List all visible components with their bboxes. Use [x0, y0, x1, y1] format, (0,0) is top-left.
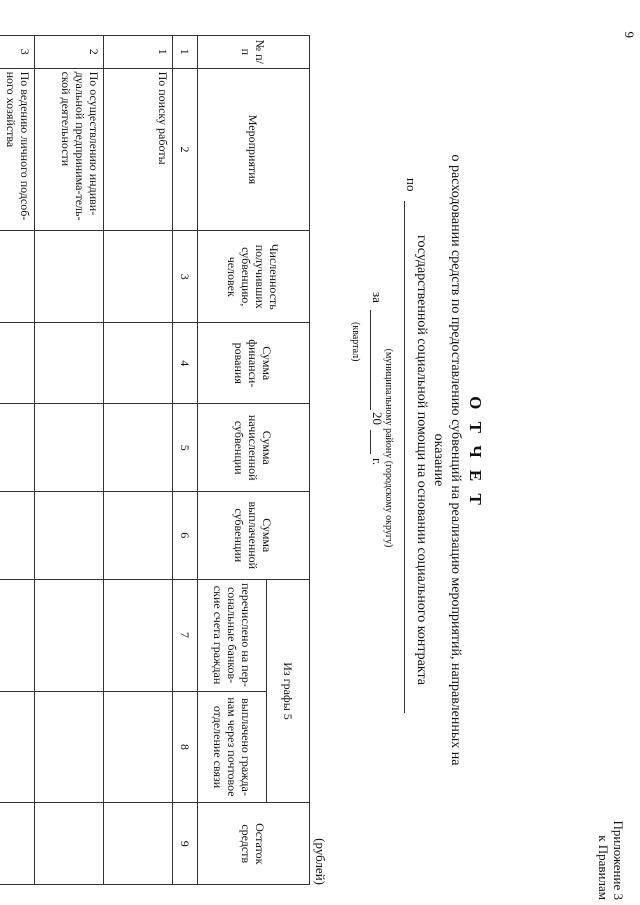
input-cell[interactable]	[104, 492, 173, 580]
input-cell[interactable]	[0, 323, 35, 404]
header-measure: Мероприятия	[198, 68, 310, 231]
municipality-blank-line[interactable]	[404, 201, 405, 713]
header-of-col5: Из графы 5	[267, 579, 310, 803]
column-number: 7	[173, 579, 198, 691]
input-cell[interactable]	[0, 803, 35, 885]
measure-cell: По осуществлению индиви-дуальной предпринима-тель-ской деятельности	[35, 68, 104, 231]
za-label: за	[370, 292, 385, 303]
input-cell[interactable]	[104, 803, 173, 885]
report-title: О Т Ч Е Т	[466, 396, 485, 509]
municipality-caption: (муниципальному району (городскому округу)	[383, 348, 394, 548]
page-number: 9	[622, 31, 637, 38]
input-cell[interactable]	[104, 404, 173, 492]
input-cell[interactable]	[35, 492, 104, 580]
header-accrued: Сумма начисленной субвенции	[198, 404, 310, 492]
input-cell[interactable]	[104, 691, 173, 803]
header-balance: Остаток средств	[198, 803, 310, 885]
input-cell[interactable]	[35, 691, 104, 803]
input-cell[interactable]	[35, 323, 104, 404]
input-cell[interactable]	[0, 404, 35, 492]
report-table	[0, 35, 310, 885]
year-suffix: г.	[370, 458, 385, 466]
quarter-caption: (квартал)	[350, 322, 361, 362]
input-cell[interactable]	[0, 231, 35, 323]
period-field	[345, 292, 385, 652]
quarter-blank-line[interactable]	[370, 310, 371, 410]
header-count: Численность получивших субвенцию, человек	[198, 231, 310, 323]
column-number: 5	[173, 404, 198, 492]
header-bank: перечислено на пер-сональные банков-ские счета граждан	[198, 579, 267, 691]
row-number: 3	[0, 36, 35, 69]
table-row	[35, 36, 104, 885]
header-paid: Сумма выплаченной субвенции	[198, 492, 310, 580]
input-cell[interactable]	[35, 579, 104, 691]
measure-cell: По ведению личного подсоб-ного хозяйства	[0, 68, 35, 231]
subtitle-line-1: о расходовании средств по предоставлению субвенций на реализацию мероприятий, направленных на оказание	[431, 154, 463, 766]
column-number: 2	[173, 68, 198, 231]
report-subtitle	[413, 140, 464, 780]
header-num: № п/п	[198, 36, 310, 69]
column-number-row	[173, 36, 198, 885]
column-number: 1	[173, 36, 198, 69]
input-cell[interactable]	[104, 579, 173, 691]
row-number: 2	[35, 36, 104, 69]
header-post: выплачено гражда-нам через почтовое отделение связи	[198, 691, 267, 803]
column-number: 3	[173, 231, 198, 323]
column-number: 8	[173, 691, 198, 803]
column-number: 9	[173, 803, 198, 885]
unit-label: (рублей)	[313, 838, 328, 885]
measure-cell: По поиску работы	[104, 68, 173, 231]
input-cell[interactable]	[0, 492, 35, 580]
appendix-line-2: к Правилам	[596, 835, 611, 900]
year-prefix: 20	[370, 412, 385, 425]
appendix-line-1: Приложение 3	[611, 820, 626, 900]
input-cell[interactable]	[35, 803, 104, 885]
header-row-1	[267, 36, 310, 885]
input-cell[interactable]	[35, 231, 104, 323]
column-number: 4	[173, 323, 198, 404]
row-number: 1	[104, 36, 173, 69]
po-label: по	[404, 178, 419, 192]
appendix-reference	[596, 760, 626, 900]
input-cell[interactable]	[0, 691, 35, 803]
table-row	[104, 36, 173, 885]
input-cell[interactable]	[0, 579, 35, 691]
column-number: 6	[173, 492, 198, 580]
header-financing: Сумма финанси-рования	[198, 323, 310, 404]
input-cell[interactable]	[104, 231, 173, 323]
year-blank-line[interactable]	[370, 430, 371, 454]
input-cell[interactable]	[35, 404, 104, 492]
input-cell[interactable]	[104, 323, 173, 404]
subtitle-line-2: государственной социальной помощи на основании социального контракта	[414, 235, 429, 685]
table-row	[0, 36, 35, 885]
municipality-field	[383, 178, 419, 738]
